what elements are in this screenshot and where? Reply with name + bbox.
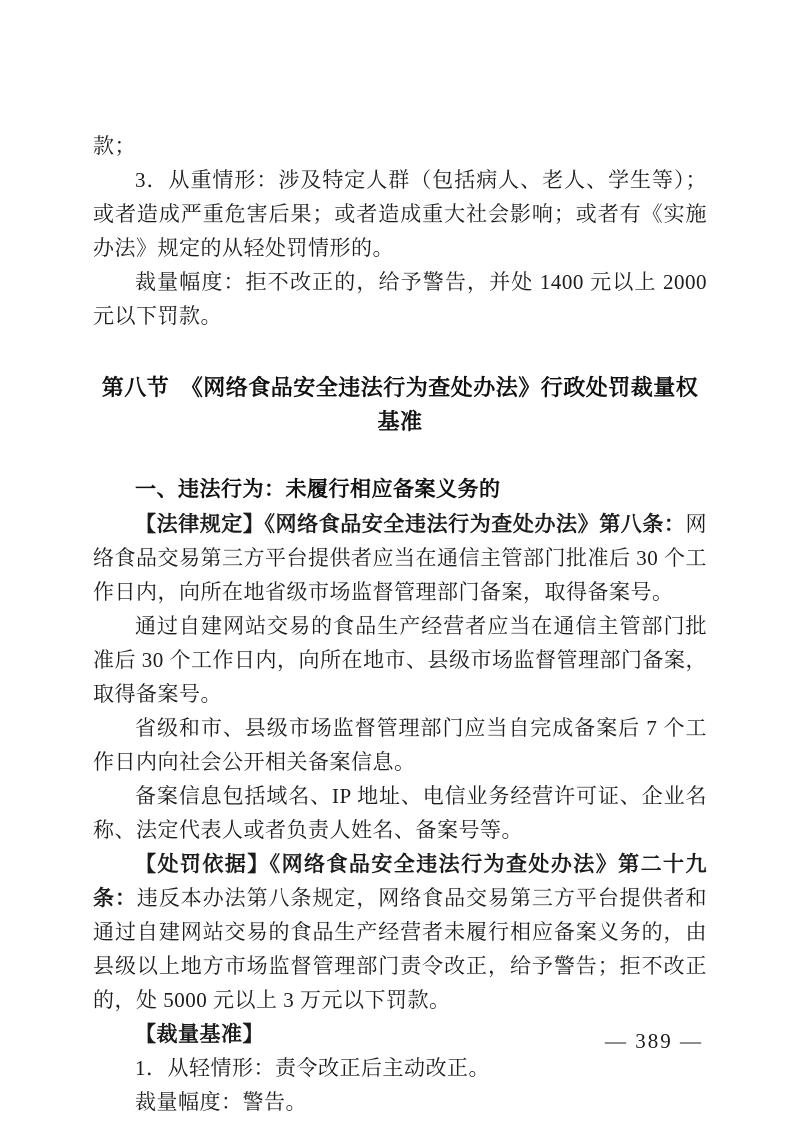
penalty-basis-label: 【处罚依据】《网络食品安全违法行为查处办法》第二十九条： — [93, 852, 707, 910]
penalty-basis-text: 违反本办法第八条规定，网络食品交易第三方平台提供者和通过自建网站交易的食品生产经营者未履行相应备案义务的，由县级以上地方市场监督管理部门责令改正，给予警告；拒不改正的，处 5000 元以上 3 万元以下罚款。 — [93, 886, 707, 1012]
paragraph-continuation: 款； — [93, 134, 136, 158]
paragraph-mitigating-circumstances: 1．从轻情形：责令改正后主动改正。 — [135, 1056, 490, 1080]
legal-basis-label: 【法律规定】《网络食品安全违法行为查处办法》第八条： — [135, 512, 686, 536]
paragraph-legal-basis — [93, 507, 707, 609]
page-number: — 389 — — [605, 1029, 703, 1053]
section-heading: 第八节 《网络食品安全违法行为查处办法》行政处罚裁量权基准 — [101, 375, 699, 434]
paragraph-publish-record-info: 省级和市、县级市场监督管理部门应当自完成备案后 7 个工作日内向社会公开相关备案信息。 — [93, 716, 707, 774]
paragraph-record-info-items: 备案信息包括域名、IP 地址、电信业务经营许可证、企业名称、法定代表人或者负责人姓名、备案号等。 — [93, 784, 707, 842]
paragraph-discretion-range-second: 裁量幅度：警告。 — [135, 1090, 307, 1114]
legal-basis-text: 网络食品交易第三方平台提供者应当在通信主管部门批准后 30 个工作日内，向所在地省级市场监督管理部门备案，取得备案号。 — [93, 512, 707, 604]
paragraph-self-built-site: 通过自建网站交易的食品生产经营者应当在通信主管部门批准后 30 个工作日内，向所在地市、县级市场监督管理部门备案，取得备案号。 — [93, 614, 707, 706]
violation-item-heading: 一、违法行为：未履行相应备案义务的 — [135, 478, 501, 501]
paragraph-discretion-range-first: 裁量幅度：拒不改正的，给予警告，并处 1400 元以上 2000 元以下罚款。 — [93, 270, 707, 328]
paragraph-penalty-basis — [93, 847, 707, 1017]
paragraph-aggravating-circumstances: 3．从重情形：涉及特定人群（包括病人、老人、学生等）；或者造成严重危害后果；或者造成重大社会影响；或者有《实施办法》规定的从轻处罚情形的。 — [93, 168, 707, 260]
document-content — [93, 129, 707, 1119]
discretion-standard-label: 【裁量基准】 — [135, 1022, 264, 1046]
